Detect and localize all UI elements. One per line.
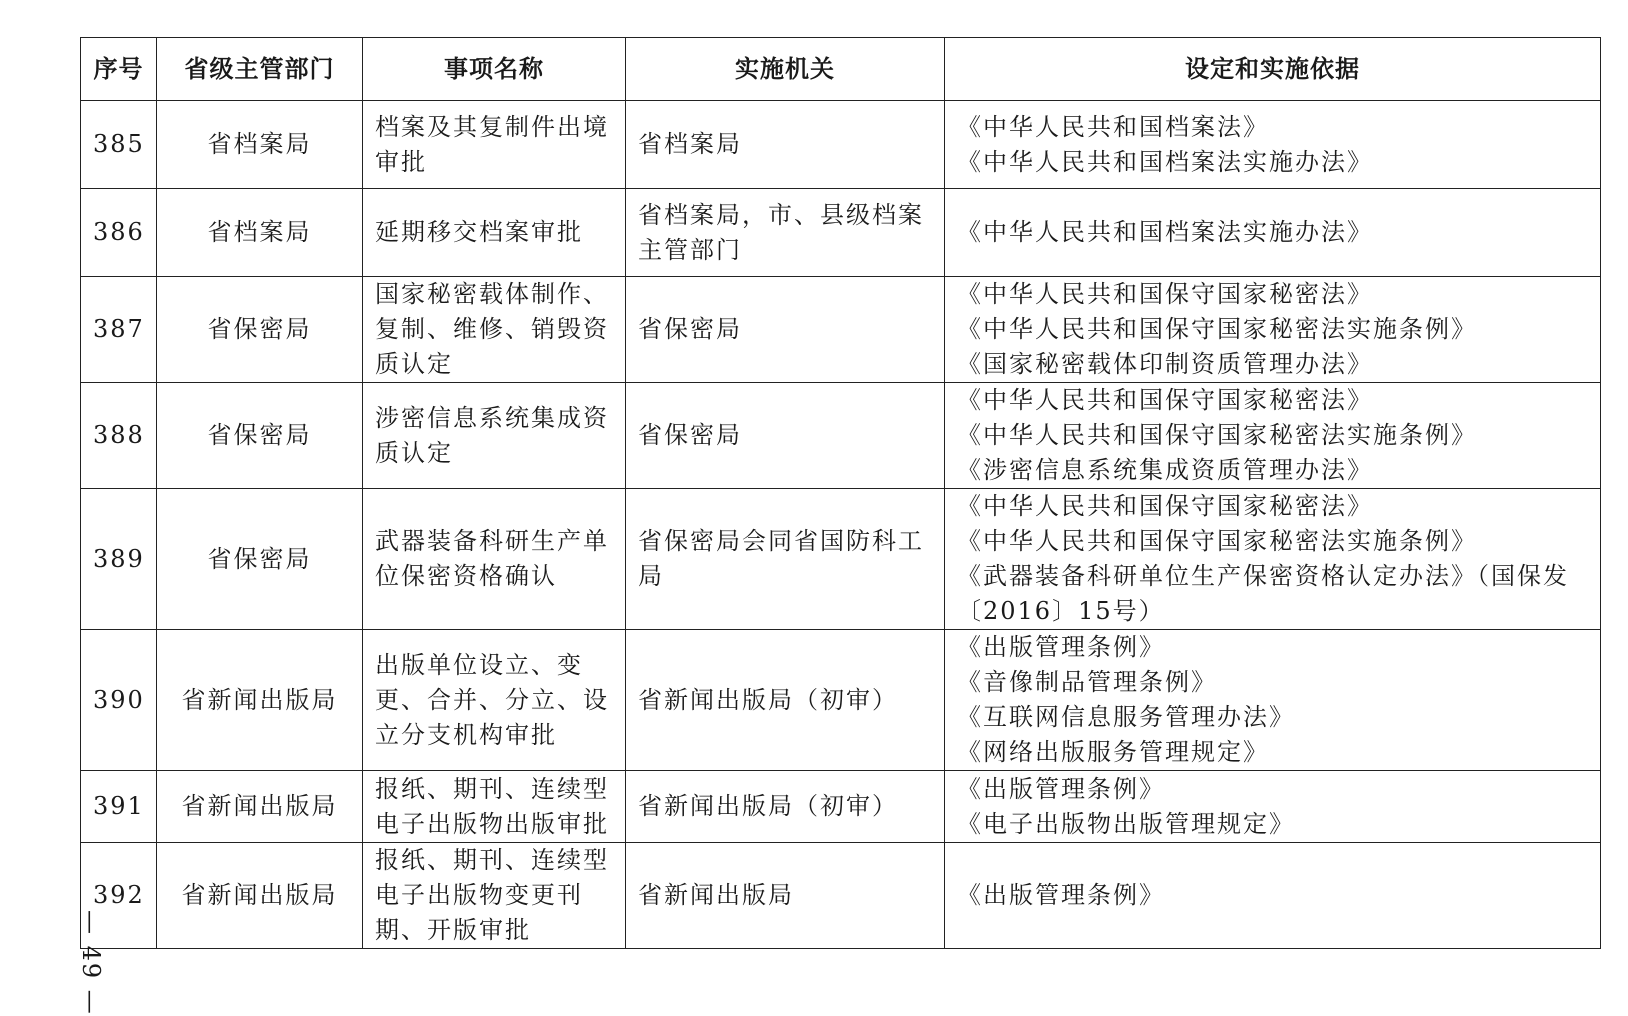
basis-line: 《网络出版服务管理规定》: [957, 738, 1269, 766]
row-legal-basis: [945, 189, 1601, 277]
basis-line: 《武器装备科研单位生产保密资格认定办法》（国保发〔2016〕15号）: [957, 562, 1569, 625]
row-serial-number: 388: [81, 383, 157, 489]
basis-line: 《出版管理条例》: [957, 774, 1165, 803]
page-number: — 49 —: [77, 910, 105, 1016]
row-legal-basis: [945, 489, 1601, 630]
basis-line: 《涉密信息系统集成资质管理办法》: [957, 456, 1373, 484]
row-legal-basis: [945, 843, 1601, 949]
approval-items-table: [80, 37, 1601, 949]
header-serial-number: 序号: [81, 38, 157, 101]
row-agency: 省档案局，市、县级档案主管部门: [626, 189, 945, 277]
row-legal-basis: [945, 277, 1601, 383]
header-implementing-agency: 实施机关: [626, 38, 945, 101]
basis-line: 《中华人民共和国档案法实施办法》: [957, 218, 1373, 246]
row-department: 省保密局: [157, 489, 363, 630]
row-agency: 省保密局会同省国防科工局: [626, 489, 945, 630]
row-agency: 省新闻出版局（初审）: [626, 771, 945, 843]
table-row: [81, 277, 1601, 383]
basis-line: 《中华人民共和国保守国家秘密法实施条例》: [957, 315, 1477, 343]
row-serial-number: 387: [81, 277, 157, 383]
basis-line: 《中华人民共和国保守国家秘密法》: [957, 492, 1373, 520]
basis-line: 《中华人民共和国保守国家秘密法》: [957, 386, 1373, 414]
basis-line: 《出版管理条例》: [957, 881, 1165, 909]
row-item-name: 报纸、期刊、连续型电子出版物变更刊期、开版审批: [363, 843, 626, 949]
row-agency: 省保密局: [626, 383, 945, 489]
table-row: [81, 383, 1601, 489]
table-row: [81, 843, 1601, 949]
basis-line: 《电子出版物出版管理规定》: [957, 809, 1295, 838]
row-agency: 省新闻出版局（初审）: [626, 630, 945, 771]
row-item-name: 出版单位设立、变更、合并、分立、设立分支机构审批: [363, 630, 626, 771]
table-row: [81, 101, 1601, 189]
header-item-name: 事项名称: [363, 38, 626, 101]
basis-line: 《国家秘密载体印制资质管理办法》: [957, 350, 1373, 378]
table-row: [81, 189, 1601, 277]
basis-line: 《中华人民共和国保守国家秘密法实施条例》: [957, 527, 1477, 555]
row-department: 省档案局: [157, 189, 363, 277]
row-serial-number: 390: [81, 630, 157, 771]
row-item-name: 涉密信息系统集成资质认定: [363, 383, 626, 489]
row-department: 省保密局: [157, 277, 363, 383]
row-serial-number: 392: [81, 843, 157, 949]
row-department: 省新闻出版局: [157, 843, 363, 949]
row-legal-basis: [945, 383, 1601, 489]
row-serial-number: 389: [81, 489, 157, 630]
row-item-name: 武器装备科研生产单位保密资格确认: [363, 489, 626, 630]
row-department: 省新闻出版局: [157, 630, 363, 771]
row-department: 省新闻出版局: [157, 771, 363, 843]
table-row: [81, 771, 1601, 843]
table-header-row: [81, 38, 1601, 101]
row-serial-number: 386: [81, 189, 157, 277]
row-serial-number: 385: [81, 101, 157, 189]
basis-line: 《中华人民共和国档案法》: [957, 112, 1269, 141]
row-item-name: 国家秘密载体制作、复制、维修、销毁资质认定: [363, 277, 626, 383]
row-department: 省档案局: [157, 101, 363, 189]
table-row: [81, 630, 1601, 771]
row-item-name: 档案及其复制件出境审批: [363, 101, 626, 189]
row-agency: 省保密局: [626, 277, 945, 383]
table-row: [81, 489, 1601, 630]
row-agency: 省新闻出版局: [626, 843, 945, 949]
row-item-name: 报纸、期刊、连续型电子出版物出版审批: [363, 771, 626, 843]
row-legal-basis: [945, 101, 1601, 189]
row-item-name: 延期移交档案审批: [363, 189, 626, 277]
row-legal-basis: [945, 771, 1601, 843]
basis-line: 《中华人民共和国保守国家秘密法》: [957, 280, 1373, 308]
basis-line: 《出版管理条例》: [957, 633, 1165, 661]
basis-line: 《中华人民共和国档案法实施办法》: [957, 147, 1373, 176]
row-legal-basis: [945, 630, 1601, 771]
header-provincial-department: 省级主管部门: [157, 38, 363, 101]
row-agency: 省档案局: [626, 101, 945, 189]
basis-line: 《中华人民共和国保守国家秘密法实施条例》: [957, 421, 1477, 449]
basis-line: 《音像制品管理条例》: [957, 668, 1217, 696]
row-serial-number: 391: [81, 771, 157, 843]
row-department: 省保密局: [157, 383, 363, 489]
header-legal-basis: 设定和实施依据: [945, 38, 1601, 101]
basis-line: 《互联网信息服务管理办法》: [957, 703, 1295, 731]
